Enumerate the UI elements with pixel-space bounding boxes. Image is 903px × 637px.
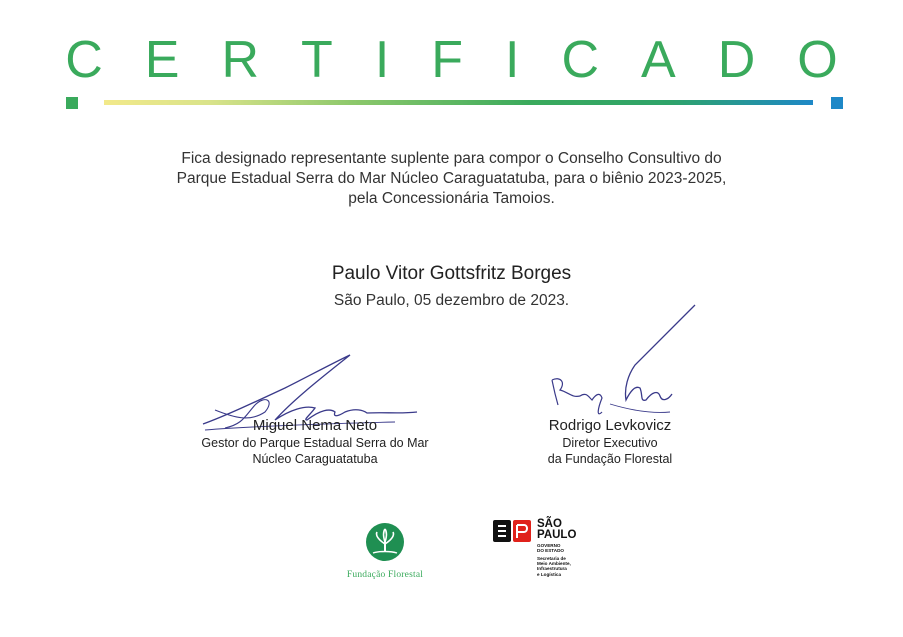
designation-line: Fica designado representante suplente para compor o Conselho Consultivo do <box>181 150 722 167</box>
sp-wordmark <box>537 519 576 541</box>
title-letter: F <box>431 31 464 89</box>
title-letter: I <box>374 31 390 89</box>
title-letter: C <box>561 31 600 89</box>
signature-scribble-right <box>540 300 700 430</box>
sp-government-label <box>537 543 564 553</box>
designation-line: Parque Estadual Serra do Mar Núcleo Caraguatatuba, para o biênio 2023-2025, <box>176 170 727 187</box>
tree-icon <box>365 522 405 562</box>
sp-sec-line: Secretaria de <box>537 556 566 561</box>
sp-sec-line: e Logística <box>537 571 561 577</box>
signer-name: Rodrigo Levkovicz <box>548 417 672 434</box>
sp-emblem-icon <box>493 520 533 542</box>
divider-gradient-bar <box>104 100 813 105</box>
sp-gov-line: GOVERNO <box>537 543 561 548</box>
sp-wordmark-line: SÃO <box>537 518 562 530</box>
sao-paulo-government-logo <box>493 519 603 583</box>
signer-role: da Fundação Florestal <box>547 452 673 466</box>
recipient-name: Paulo Vitor Gottsfritz Borges <box>331 263 572 284</box>
designation-text <box>0 149 903 209</box>
fundacao-label: Fundação Florestal <box>346 570 424 580</box>
signer-name: Miguel Nema Neto <box>252 417 378 434</box>
signer-role: Gestor do Parque Estadual Serra do Mar <box>201 436 429 450</box>
title-letter: I <box>505 31 520 89</box>
signer-role: Diretor Executivo <box>562 436 658 450</box>
title-letter: D <box>717 31 756 89</box>
title-letter: T <box>301 31 333 89</box>
issue-date: São Paulo, 05 dezembro de 2023. <box>333 292 570 309</box>
signature-block-left <box>160 417 470 467</box>
title-letter: R <box>221 31 260 89</box>
title-letter: E <box>144 31 180 89</box>
sp-sec-line: Infraestrutura <box>537 566 567 572</box>
certificate-title <box>0 30 903 90</box>
sp-sec-line: Meio Ambiente, <box>537 561 571 567</box>
title-letter: O <box>797 31 838 89</box>
title-letter: A <box>641 31 676 89</box>
designation-line: pela Concessionária Tamoios. <box>348 190 555 207</box>
sp-gov-line: DO ESTADO <box>537 548 564 554</box>
fundacao-florestal-logo <box>330 522 440 580</box>
divider-square-left <box>66 97 78 109</box>
signer-role: Núcleo Caraguatatuba <box>252 452 378 466</box>
signature-block-right <box>500 417 720 467</box>
sp-wordmark-line: PAULO <box>537 529 577 541</box>
sp-secretariat-label <box>537 556 571 577</box>
title-letter: C <box>65 31 103 89</box>
divider-square-right <box>831 97 843 109</box>
